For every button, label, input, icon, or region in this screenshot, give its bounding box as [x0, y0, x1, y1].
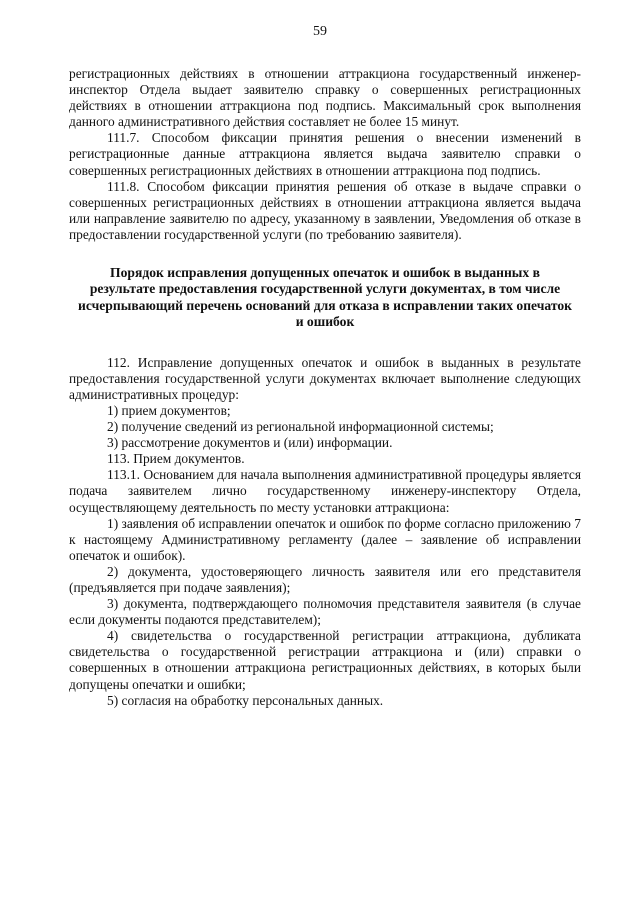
list-item-112-3: 3) рассмотрение документов и (или) информации. [107, 435, 393, 451]
paragraph-111-7: 111.7. Способом фиксации принятия решения о внесении изменений в регистрационные данные аттракциона является выдача заявителю справки о совершенных регистрационных действиях в отношении аттракциона под подпись. [69, 130, 581, 178]
page-number: 59 [313, 24, 327, 39]
list-item-112-1: 1) прием документов; [107, 402, 231, 418]
paragraph-113: 113. Прием документов. [107, 451, 245, 467]
section-heading: Порядок исправления допущенных опечаток и ошибок в выданных в результате предоставления государственной услуги документах, в том числе исчерпывающий перечень оснований для отказа в исправлении таких опечаток и ошибок [78, 265, 572, 330]
paragraph-113-1: 113.1. Основанием для начала выполнения административной процедуры является подача заявителем лично государственному инженеру-инспектору Отдела, осуществляющему деятельность по месту установки аттракциона: [69, 467, 581, 515]
paragraph-111-8: 111.8. Способом фиксации принятия решения об отказе в выдаче справки о совершенных регистрационных действиях в отношении аттракциона является выдача или направление заявителю по адресу, указанному в заявлении, Уведомления об отказе в предоставлении государственной услуги (по требованию заявителя). [69, 178, 581, 242]
list-item-113-1-5: 5) согласия на обработку персональных данных. [107, 692, 384, 708]
list-item-113-1-4: 4) свидетельства о государственной регистрации аттракциона, дубликата свидетельства о государственной регистрации аттракциона и (или) справки о совершенных в отношении аттракциона регистрационных действиях, в которых были допущены опечатки и ошибки; [69, 628, 581, 692]
list-item-113-1-2: 2) документа, удостоверяющего личность заявителя или его представителя (предъявляется при подаче заявления); [69, 563, 581, 595]
document-body [69, 66, 581, 709]
paragraph-continuation: регистрационных действиях в отношении аттракциона государственный инженер-инспектор Отдела выдает заявителю справку о совершенных регистрационных действиях в отношении аттракциона под подпись. Максимальный срок выполнения данного административного действия составляет не более 15 минут. [69, 66, 581, 130]
paragraph-112: 112. Исправление допущенных опечаток и ошибок в выданных в результате предоставления государственной услуги документах включает выполнение следующих административных процедур: [69, 354, 581, 402]
list-item-113-1-1: 1) заявления об исправлении опечаток и ошибок по форме согласно приложению 7 к настоящему Административному регламенту (далее – заявление об исправлении опечаток и ошибок). [69, 515, 581, 563]
list-item-112-2: 2) получение сведений из региональной информационной системы; [107, 419, 494, 435]
list-item-113-1-3: 3) документа, подтверждающего полномочия представителя заявителя (в случае если документы подаются представителем); [69, 596, 581, 628]
